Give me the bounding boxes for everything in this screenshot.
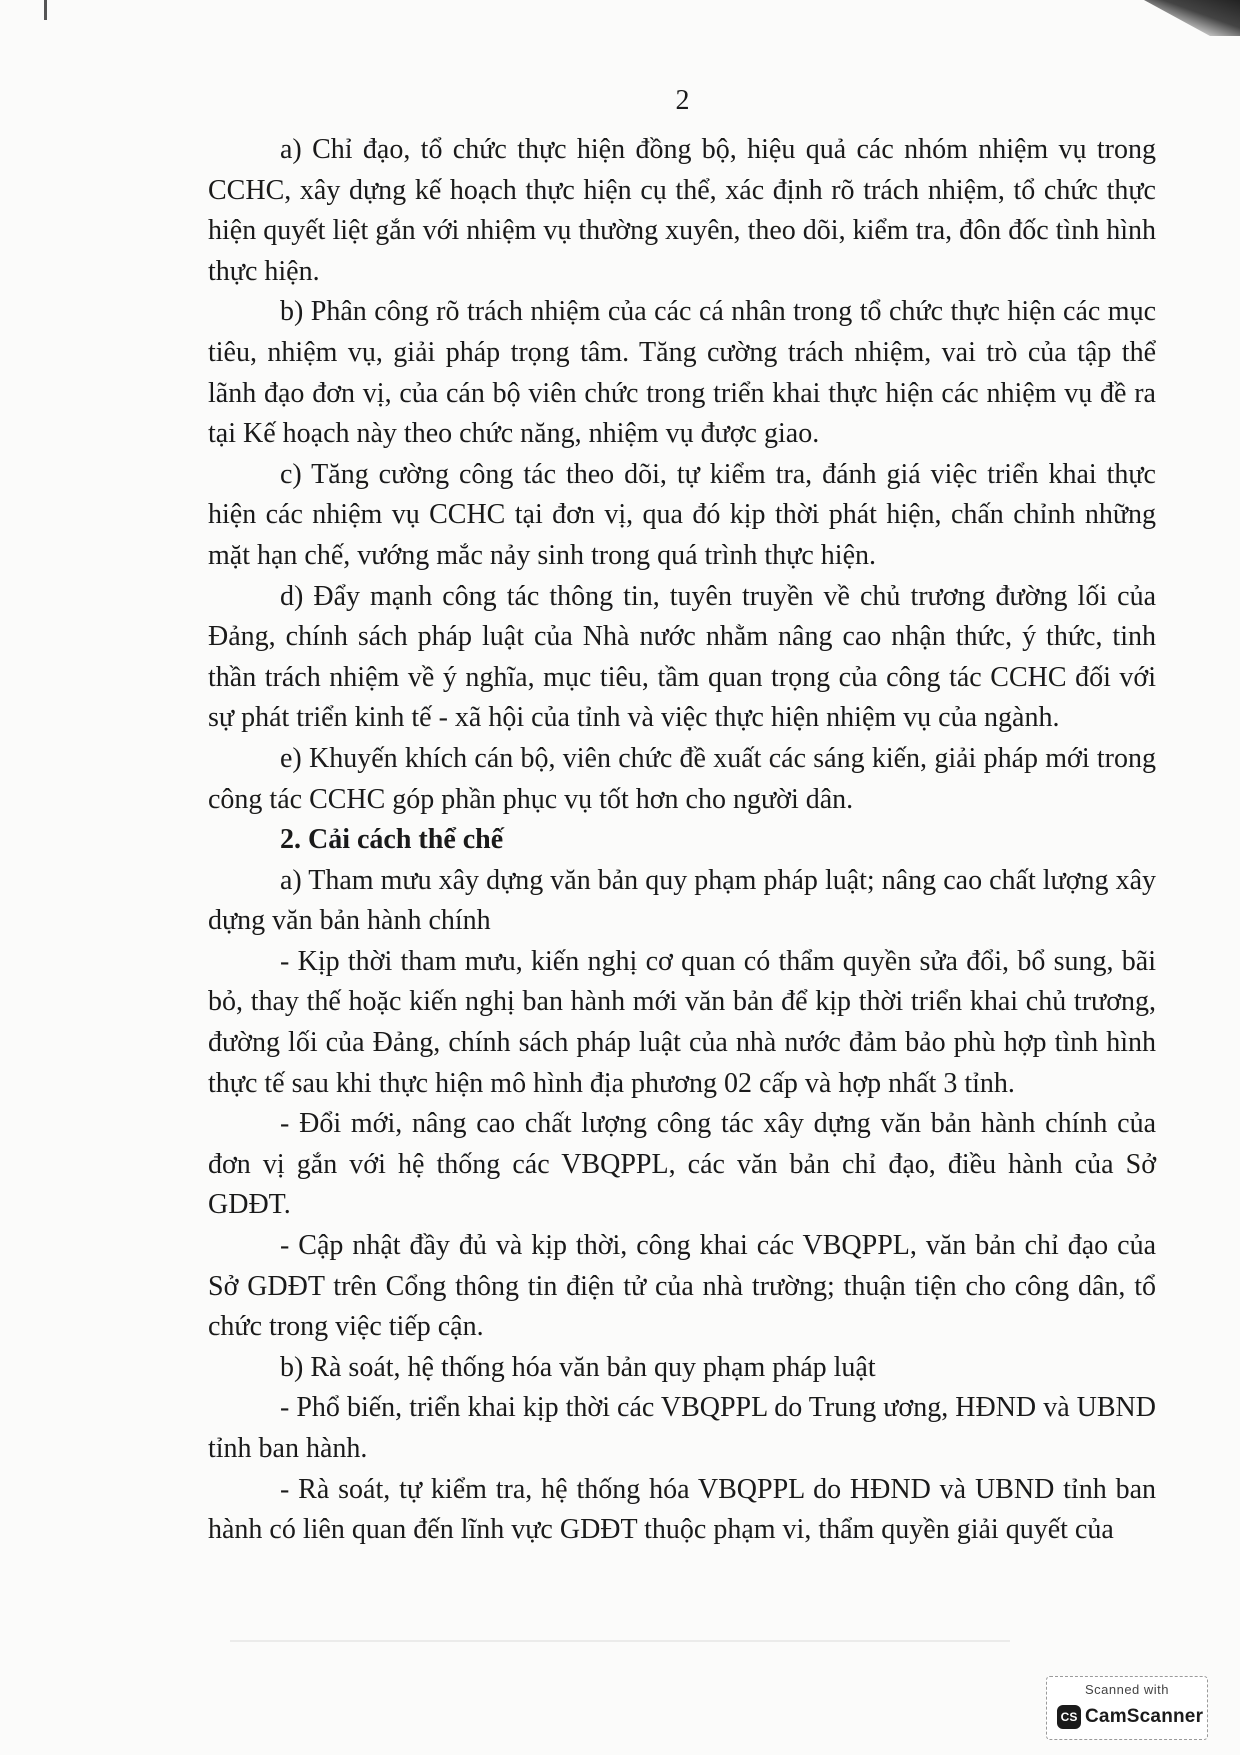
body-paragraph: b) Rà soát, hệ thống hóa văn bản quy phạm pháp luật xyxy=(280,1351,876,1383)
body-paragraph: c) Tăng cường công tác theo dõi, tự kiểm tra, đánh giá việc triển khai thực hiện các nhiệm vụ CCHC tại đơn vị, qua đó kịp thời phát hiện, chấn chỉnh những mặt hạn chế, vướng mắc nảy sinh trong quá trình thực hiện. xyxy=(208,458,1156,571)
bleed-through-line xyxy=(230,1640,1010,1642)
page-corner-fold xyxy=(1120,0,1240,36)
body-paragraph: b) Phân công rõ trách nhiệm của các cá nhân trong tổ chức thực hiện các mục tiêu, nhiệm vụ, giải pháp trọng tâm. Tăng cường trách nhiệm, vai trò của tập thể lãnh đạo đơn vị, của cán bộ viên chức trong triển khai thực hiện các nhiệm vụ đề ra tại Kế hoạch này theo chức năng, nhiệm vụ được giao. xyxy=(208,296,1156,450)
watermark-brand-name: CamScanner xyxy=(1085,1706,1204,1727)
document-body xyxy=(208,130,1156,1551)
body-paragraph: - Rà soát, tự kiểm tra, hệ thống hóa VBQPPL do HĐND và UBND tỉnh ban hành có liên quan đến lĩnh vực GDĐT thuộc phạm vi, thẩm quyền giải quyết của xyxy=(208,1473,1156,1546)
body-paragraph: a) Tham mưu xây dựng văn bản quy phạm pháp luật; nâng cao chất lượng xây dựng văn bản hành chính xyxy=(208,864,1156,937)
body-paragraph: d) Đẩy mạnh công tác thông tin, tuyên truyền về chủ trương đường lối của Đảng, chính sách pháp luật của Nhà nước nhằm nâng cao nhận thức, ý thức, tinh thần trách nhiệm về ý nghĩa, mục tiêu, tầm quan trọng của công tác CCHC đối với sự phát triển kinh tế - xã hội của tỉnh và việc thực hiện nhiệm vụ của ngành. xyxy=(208,580,1156,734)
camscanner-watermark xyxy=(1046,1676,1208,1740)
body-paragraph: - Đổi mới, nâng cao chất lượng công tác xây dựng văn bản hành chính của đơn vị gắn với hệ thống các VBQPPL, các văn bản chỉ đạo, điều hành của Sở GDĐT. xyxy=(208,1108,1156,1221)
page-number: 2 xyxy=(675,85,690,116)
body-paragraph: a) Chỉ đạo, tổ chức thực hiện đồng bộ, hiệu quả các nhóm nhiệm vụ trong CCHC, xây dựng kế hoạch thực hiện cụ thể, xác định rõ trách nhiệm, tổ chức thực hiện quyết liệt gắn với nhiệm vụ thường xuyên, theo dõi, kiểm tra, đôn đốc tình hình thực hiện. xyxy=(208,134,1156,287)
section-heading: 2. Cải cách thể chế xyxy=(280,824,504,856)
watermark-caption: Scanned with xyxy=(1084,1682,1170,1697)
body-paragraph: e) Khuyến khích cán bộ, viên chức đề xuất các sáng kiến, giải pháp mới trong công tác CCHC góp phần phục vụ tốt hơn cho người dân. xyxy=(208,742,1156,815)
body-paragraph: - Kịp thời tham mưu, kiến nghị cơ quan có thẩm quyền sửa đổi, bổ sung, bãi bỏ, thay thế hoặc kiến nghị ban hành mới văn bản để kịp thời triển khai chủ trương, đường lối của Đảng, chính sách pháp luật của nhà nước đảm bảo phù hợp tình hình thực tế sau khi thực hiện mô hình địa phương 02 cấp và hợp nhất 3 tỉnh. xyxy=(208,945,1156,1099)
scan-edge-mark xyxy=(44,0,47,20)
camscanner-logo-icon: CS xyxy=(1057,1705,1081,1729)
body-paragraph: - Phổ biến, triển khai kịp thời các VBQPPL do Trung ương, HĐND và UBND tỉnh ban hành. xyxy=(208,1392,1156,1464)
body-paragraph: - Cập nhật đầy đủ và kịp thời, công khai các VBQPPL, văn bản chỉ đạo của Sở GDĐT trên Cổng thông tin điện tử của nhà trường; thuận tiện cho công dân, tổ chức trong việc tiếp cận. xyxy=(208,1230,1156,1343)
